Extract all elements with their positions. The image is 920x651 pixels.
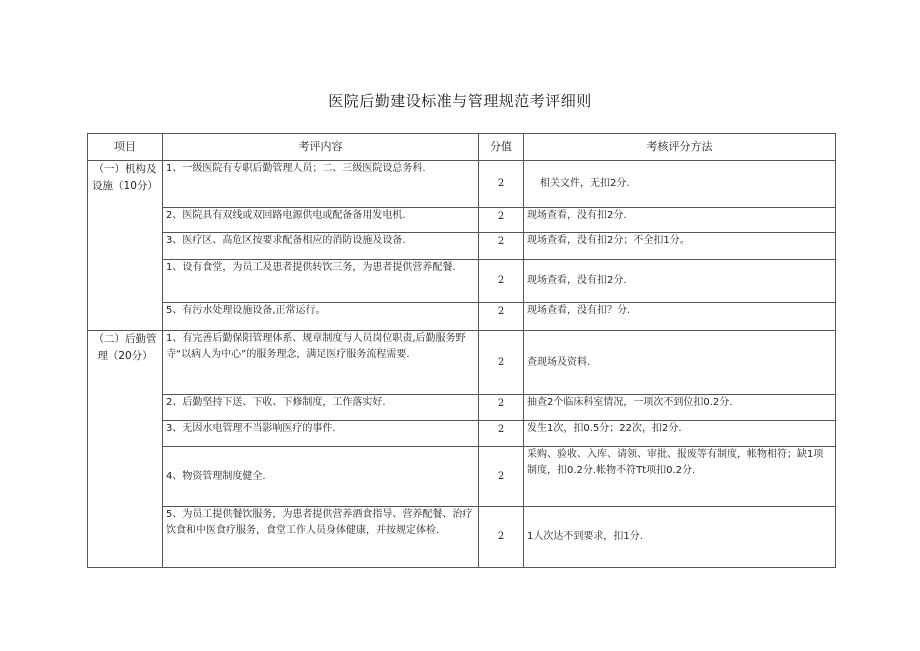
method-cell: 相关文件，无扣2分. — [524, 161, 836, 208]
score-cell: 2 — [479, 421, 524, 447]
method-cell: 现场查看，没有扣2分；不全扣1分。 — [524, 233, 836, 260]
table-row — [88, 233, 836, 260]
method-cell: 采购、验收、入库、请领、审批、报废等有制度，帐物相符；缺1项制度，扣0.2分.帐物不符Tt项扣0.2分. — [524, 447, 836, 507]
score-cell: 2 — [479, 208, 524, 233]
document-title: 医院后勤建设标准与管理规范考评细则 — [328, 92, 592, 110]
header-method: 考核评分方法 — [524, 134, 836, 161]
score-cell: 2 — [479, 331, 524, 395]
method-cell: 现场查看，没有扣2分. — [524, 260, 836, 303]
content-cell: 1、有完善后勤保阳管理体系、规章制度与人员岗位职责,后勤服务野寺“以病人为中心”的服务理念，满足医疗服务流程需要. — [163, 331, 479, 395]
content-cell: 3、无因水电管理不当影响医疗的事件. — [163, 421, 479, 447]
table-row — [88, 421, 836, 447]
content-cell: 4、物资管理制度健全. — [163, 447, 479, 507]
evaluation-table — [87, 133, 836, 568]
table-header-row — [88, 134, 836, 161]
content-cell: 5、为员工提供餐饮服务，为患者提供营养酒食指导、营养配餐、治疗饮食和中医食疗服务，食堂工作人员身体健康，并按规定体检. — [163, 507, 479, 568]
table-row — [88, 260, 836, 303]
table-row — [88, 447, 836, 507]
table-row — [88, 395, 836, 421]
method-cell: 发生1次，扣0.5分；22次，扣2分. — [524, 421, 836, 447]
score-cell: 2 — [479, 233, 524, 260]
score-cell: 2 — [479, 303, 524, 331]
table-row — [88, 331, 836, 395]
method-cell: 抽查2个临床科室情况，一项次不到位扣0.2分. — [524, 395, 836, 421]
score-cell: 2 — [479, 161, 524, 208]
header-item: 项目 — [88, 134, 163, 161]
content-cell: 1、一级医院有专职后勤管理人员；二、三级医院设总务科. — [163, 161, 479, 208]
score-cell: 2 — [479, 260, 524, 303]
table-row — [88, 208, 836, 233]
score-cell: 2 — [479, 507, 524, 568]
category-cell: （一）机构及设施（10分） — [88, 161, 163, 331]
score-cell: 2 — [479, 447, 524, 507]
category-cell: （二）后勤管理（20分） — [88, 331, 163, 568]
content-cell: 2、医院具有双线或双回路电源供电或配备备用发电机. — [163, 208, 479, 233]
method-cell: 1人次达不到要求，扣1分. — [524, 507, 836, 568]
content-cell: 2、后勤坚持下送、下收、下修制度，工作落实好. — [163, 395, 479, 421]
header-score: 分值 — [479, 134, 524, 161]
table-row — [88, 303, 836, 331]
method-cell: 现场查看，没有扣？分. — [524, 303, 836, 331]
method-cell: 查现场及资料. — [524, 331, 836, 395]
content-cell: 1、设有食堂，为员工及患者提供转饮三务，为患者提供营养配餐. — [163, 260, 479, 303]
header-content: 考评内容 — [163, 134, 479, 161]
table-row — [88, 161, 836, 208]
method-cell: 现场查看，没有扣2分. — [524, 208, 836, 233]
table-row — [88, 507, 836, 568]
content-cell: 5、有污水处理设施设备,正常运行。 — [163, 303, 479, 331]
content-cell: 3、医疗区、高危区按要求配备相应的消防设施及设备. — [163, 233, 479, 260]
score-cell: 2 — [479, 395, 524, 421]
